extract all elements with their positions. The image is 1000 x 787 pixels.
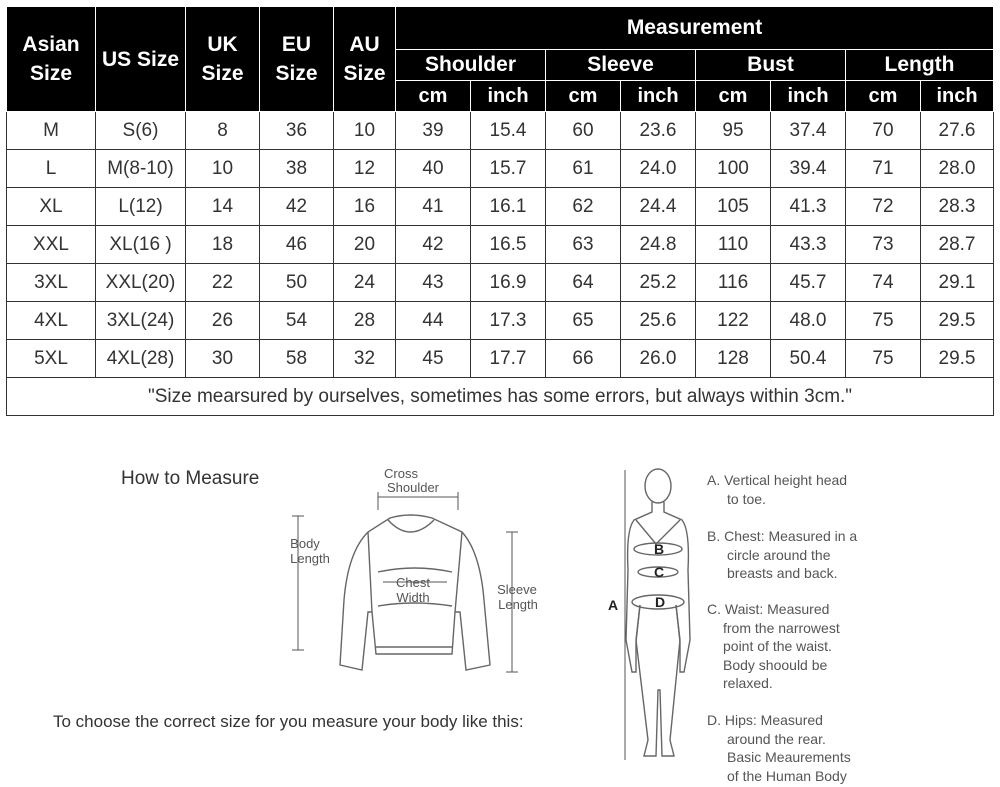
description-line: C. Waist: Measured: [707, 601, 830, 617]
header-au-size: AU Size: [334, 7, 396, 112]
shirt-label-shoulder: Shoulder: [386, 480, 440, 495]
description-line: to toe.: [727, 490, 766, 507]
table-cell: 28.3: [921, 188, 994, 226]
table-cell: 22: [186, 264, 260, 302]
table-cell: 17.3: [471, 302, 546, 340]
table-cell: 15.7: [471, 150, 546, 188]
shirt-label-chest-width: Width: [396, 590, 430, 605]
shirt-label-chest: Chest: [396, 575, 430, 590]
table-cell: 48.0: [771, 302, 846, 340]
table-row: [7, 302, 994, 340]
description-line: circle around the: [727, 546, 831, 563]
shirt-label-sleeve-length: Length: [498, 597, 538, 612]
table-cell: 38: [260, 150, 334, 188]
table-cell: 23.6: [621, 112, 696, 150]
header-us-size: US Size: [96, 7, 186, 112]
table-cell: 42: [260, 188, 334, 226]
table-cell: 44: [396, 302, 471, 340]
unit-header: cm: [696, 81, 771, 112]
table-cell: 3XL(24): [96, 302, 186, 340]
table-cell: 72: [846, 188, 921, 226]
table-cell: L(12): [96, 188, 186, 226]
table-cell: 14: [186, 188, 260, 226]
table-cell: XL: [7, 188, 96, 226]
table-cell: 39: [396, 112, 471, 150]
body-letter-b: B: [653, 541, 665, 557]
table-cell: 116: [696, 264, 771, 302]
shirt-label-cross: Cross: [384, 466, 418, 481]
table-cell: 24.0: [621, 150, 696, 188]
table-row: [7, 188, 994, 226]
description-a: [707, 471, 847, 508]
table-row: [7, 150, 994, 188]
table-cell: 70: [846, 112, 921, 150]
table-row: [7, 112, 994, 150]
table-cell: 73: [846, 226, 921, 264]
description-line: A. Vertical height head: [707, 472, 848, 488]
description-line: Body shoould be: [723, 656, 828, 673]
table-cell: 24.8: [621, 226, 696, 264]
table-cell: 100: [696, 150, 771, 188]
header-measurement: Measurement: [396, 7, 994, 50]
table-cell: 75: [846, 340, 921, 378]
table-cell: 18: [186, 226, 260, 264]
description-line: breasts and back.: [727, 565, 838, 581]
table-cell: 41.3: [771, 188, 846, 226]
header-uk-size: UK Size: [186, 7, 260, 112]
body-letter-d: D: [654, 594, 666, 610]
table-cell: 16.9: [471, 264, 546, 302]
description-line: of the Human Body: [727, 767, 847, 784]
table-row: [7, 264, 994, 302]
table-cell: 29.1: [921, 264, 994, 302]
table-cell: 36: [260, 112, 334, 150]
table-cell: M: [7, 112, 96, 150]
unit-header: inch: [921, 81, 994, 112]
table-cell: 43.3: [771, 226, 846, 264]
table-cell: 110: [696, 226, 771, 264]
table-cell: 40: [396, 150, 471, 188]
table-cell: 39.4: [771, 150, 846, 188]
unit-header: inch: [471, 81, 546, 112]
table-cell: M(8-10): [96, 150, 186, 188]
unit-header: cm: [396, 81, 471, 112]
table-cell: 4XL: [7, 302, 96, 340]
body-letter-a: A: [607, 597, 619, 613]
table-cell: 5XL: [7, 340, 96, 378]
table-cell: 26: [186, 302, 260, 340]
unit-header: cm: [846, 81, 921, 112]
table-cell: 29.5: [921, 340, 994, 378]
header-bust: Bust: [696, 50, 846, 81]
table-cell: 74: [846, 264, 921, 302]
table-cell: S(6): [96, 112, 186, 150]
table-cell: 128: [696, 340, 771, 378]
description-b: [707, 527, 857, 583]
table-cell: 3XL: [7, 264, 96, 302]
table-cell: 8: [186, 112, 260, 150]
table-cell: 58: [260, 340, 334, 378]
unit-header: cm: [546, 81, 621, 112]
table-cell: 28: [334, 302, 396, 340]
table-cell: 24.4: [621, 188, 696, 226]
table-cell: 43: [396, 264, 471, 302]
table-cell: 45.7: [771, 264, 846, 302]
table-cell: 25.6: [621, 302, 696, 340]
table-cell: 64: [546, 264, 621, 302]
size-note: "Size mearsured by ourselves, sometimes has some errors, but always within 3cm.": [7, 378, 994, 416]
how-to-measure-title: How to Measure: [121, 468, 260, 489]
table-cell: 16.5: [471, 226, 546, 264]
table-cell: 16.1: [471, 188, 546, 226]
table-cell: 71: [846, 150, 921, 188]
description-c: [707, 600, 840, 693]
body-sketch: [626, 469, 690, 756]
table-cell: 42: [396, 226, 471, 264]
table-cell: 12: [334, 150, 396, 188]
table-cell: 122: [696, 302, 771, 340]
table-cell: 4XL(28): [96, 340, 186, 378]
table-cell: 46: [260, 226, 334, 264]
description-line: relaxed.: [723, 675, 773, 691]
table-cell: 105: [696, 188, 771, 226]
table-row: [7, 226, 994, 264]
table-cell: 50: [260, 264, 334, 302]
header-eu-size: EU Size: [260, 7, 334, 112]
unit-header: inch: [771, 81, 846, 112]
table-cell: 95: [696, 112, 771, 150]
table-cell: 20: [334, 226, 396, 264]
header-length: Length: [846, 50, 994, 81]
body-letter-c: C: [653, 564, 665, 580]
header-asian-size: Asian Size: [7, 7, 96, 112]
table-cell: 62: [546, 188, 621, 226]
table-cell: 65: [546, 302, 621, 340]
description-line: B. Chest: Measured in a: [707, 528, 858, 544]
table-cell: 75: [846, 302, 921, 340]
description-line: around the rear.: [727, 730, 826, 747]
table-cell: 50.4: [771, 340, 846, 378]
table-cell: 10: [334, 112, 396, 150]
table-cell: L: [7, 150, 96, 188]
table-cell: 16: [334, 188, 396, 226]
table-cell: 32: [334, 340, 396, 378]
table-cell: 54: [260, 302, 334, 340]
table-cell: XXL: [7, 226, 96, 264]
table-cell: 37.4: [771, 112, 846, 150]
unit-header: inch: [621, 81, 696, 112]
table-cell: 15.4: [471, 112, 546, 150]
description-line: from the narrowest: [723, 619, 840, 636]
table-cell: XL(16 ): [96, 226, 186, 264]
table-cell: 10: [186, 150, 260, 188]
table-cell: 28.7: [921, 226, 994, 264]
description-line: D. Hips: Measured: [707, 712, 823, 728]
size-rows: [7, 112, 994, 378]
measure-instruction: To choose the correct size for you measure your body like this:: [53, 712, 524, 731]
table-cell: 25.2: [621, 264, 696, 302]
table-cell: 41: [396, 188, 471, 226]
size-chart-table: [6, 6, 994, 416]
table-cell: 17.7: [471, 340, 546, 378]
table-cell: 61: [546, 150, 621, 188]
table-cell: XXL(20): [96, 264, 186, 302]
table-cell: 26.0: [621, 340, 696, 378]
table-cell: 45: [396, 340, 471, 378]
table-cell: 24: [334, 264, 396, 302]
header-shoulder: Shoulder: [396, 50, 546, 81]
shirt-label-body-length: Length: [290, 551, 330, 566]
table-cell: 30: [186, 340, 260, 378]
description-line: point of the waist.: [723, 638, 832, 654]
table-cell: 29.5: [921, 302, 994, 340]
description-d: [707, 711, 851, 785]
table-cell: 66: [546, 340, 621, 378]
shirt-label-body: Body: [290, 536, 320, 551]
table-row: [7, 340, 994, 378]
header-sleeve: Sleeve: [546, 50, 696, 81]
table-cell: 27.6: [921, 112, 994, 150]
description-line: Basic Meaurements: [727, 749, 851, 765]
shirt-label-sleeve: Sleeve: [497, 582, 537, 597]
table-cell: 28.0: [921, 150, 994, 188]
table-cell: 63: [546, 226, 621, 264]
table-cell: 60: [546, 112, 621, 150]
